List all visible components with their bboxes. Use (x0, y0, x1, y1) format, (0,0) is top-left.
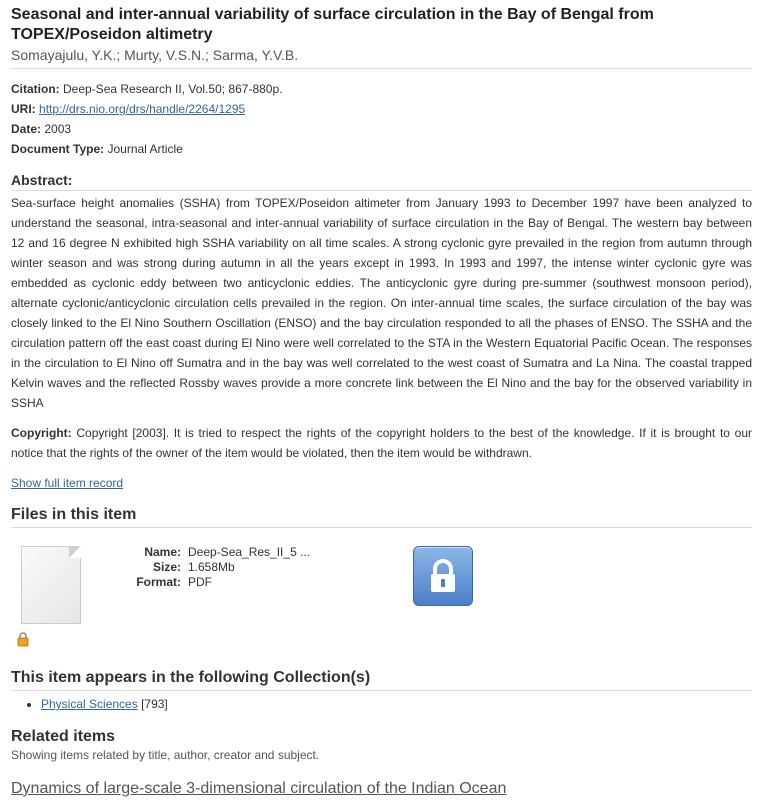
small-padlock-icon (16, 631, 30, 647)
collection-count: [793] (141, 697, 168, 711)
copyright-text: Copyright [2003]. It is tried to respect the rights of the copyright holders to the best of the knowledge. If it is brought to our notice that the rights of the owner of the item would be violated, then the item would be withdrawn. (11, 426, 752, 460)
file-metadata (111, 545, 310, 590)
file-format-value: PDF (188, 575, 212, 589)
file-size-label: Size: (152, 560, 181, 574)
citation-field (11, 79, 752, 99)
divider (11, 68, 752, 69)
citation-label: Citation: (11, 82, 60, 96)
file-format-label: Format: (136, 575, 181, 589)
metadata-fields (11, 79, 752, 159)
copyright-block (11, 423, 752, 463)
file-name-label: Name: (144, 545, 181, 559)
related-heading: Related items (11, 728, 116, 745)
collection-link[interactable]: Physical Sciences (41, 697, 138, 711)
abstract-heading: Abstract: (11, 172, 73, 188)
citation-value: Deep-Sea Research II, Vol.50; 867-880p. (63, 82, 283, 96)
file-name-row (111, 545, 310, 560)
doctype-field (11, 139, 752, 159)
file-name-value: Deep-Sea_Res_II_5 ... (188, 545, 311, 559)
show-full-record-row (11, 473, 752, 493)
divider (11, 690, 752, 691)
uri-field (11, 99, 752, 119)
file-format-row (111, 575, 310, 590)
item-authors: Somayajulu, Y.K.; Murty, V.S.N.; Sarma, Y.V.B. (11, 47, 299, 63)
item-page (11, 0, 752, 799)
item-title: Seasonal and inter-annual variability of surface circulation in the Bay of Bengal from TOPEX/Poseidon altimetry (11, 6, 654, 43)
padlock-icon[interactable] (413, 546, 473, 606)
files-section (11, 528, 752, 668)
padlock-glyph (414, 547, 472, 605)
copyright-label: Copyright: (11, 426, 72, 440)
abstract-text: Sea-surface height anomalies (SSHA) from TOPEX/Poseidon altimeter from January 1993 to December 1997 have been analyzed to understand the seasonal, intra-seasonal and inter-annual variability of surface circulation in the Bay of Bengal. The western bay between 12 and 16 degree N exhibited high SSHA variability on all time scales. A strong cyclonic gyre prevailed in the region from autumn through winter season and was strong during autumn in all the years except in 1993. In 1993 and 1997, the intense winter cyclonic gyre was embedded as cyclonic eddy between two anticyclonic eddies. The anticyclonic gyre during pre-summer (southwest monsoon period), alternate cyclonic/anticyclonic circulation cells prevailed in the region. On inter-annual time scales, the surface circulation of the bay was closely linked to the El Nino Southern Oscillation (ENSO) and the bay circulation responded to all the phases of ENSO. The SSHA and the circulation pattern off the east coast during El Nino were well correlated to the STA in the Western Equatorial Pacific Ocean. The responses in the circulation to El Nino off Sumatra and in the bay was well correlated to the west coast of Sumatra and La Nina. The coastal trapped Kelvin waves and the reflected Rossby waves provide a more concrete link between the El Nino and the bay for the observed variability in SSHA (11, 196, 752, 410)
file-size-row (111, 560, 310, 575)
related-item-link[interactable]: Dynamics of large-scale 3-dimensional circulation of the Indian Ocean (11, 780, 507, 797)
collection-item (41, 695, 752, 713)
show-full-record-link[interactable]: Show full item record (11, 476, 124, 490)
divider (11, 190, 752, 191)
files-heading: Files in this item (11, 506, 137, 523)
file-size-value: 1.658Mb (188, 560, 235, 574)
uri-label: URI: (11, 102, 36, 116)
related-list (11, 779, 752, 799)
doctype-label: Document Type: (11, 142, 105, 156)
date-field (11, 119, 752, 139)
related-subtitle: Showing items related by title, author, creator and subject. (11, 748, 320, 762)
doctype-value: Journal Article (107, 142, 183, 156)
date-value: 2003 (44, 122, 72, 136)
document-thumbnail-icon[interactable] (21, 546, 81, 624)
date-label: Date: (11, 122, 42, 136)
collections-heading: This item appears in the following Collection(s) (11, 669, 371, 686)
uri-link[interactable]: http://drs.nio.org/drs/handle/2264/1295 (39, 102, 246, 116)
collections-list (11, 695, 752, 713)
